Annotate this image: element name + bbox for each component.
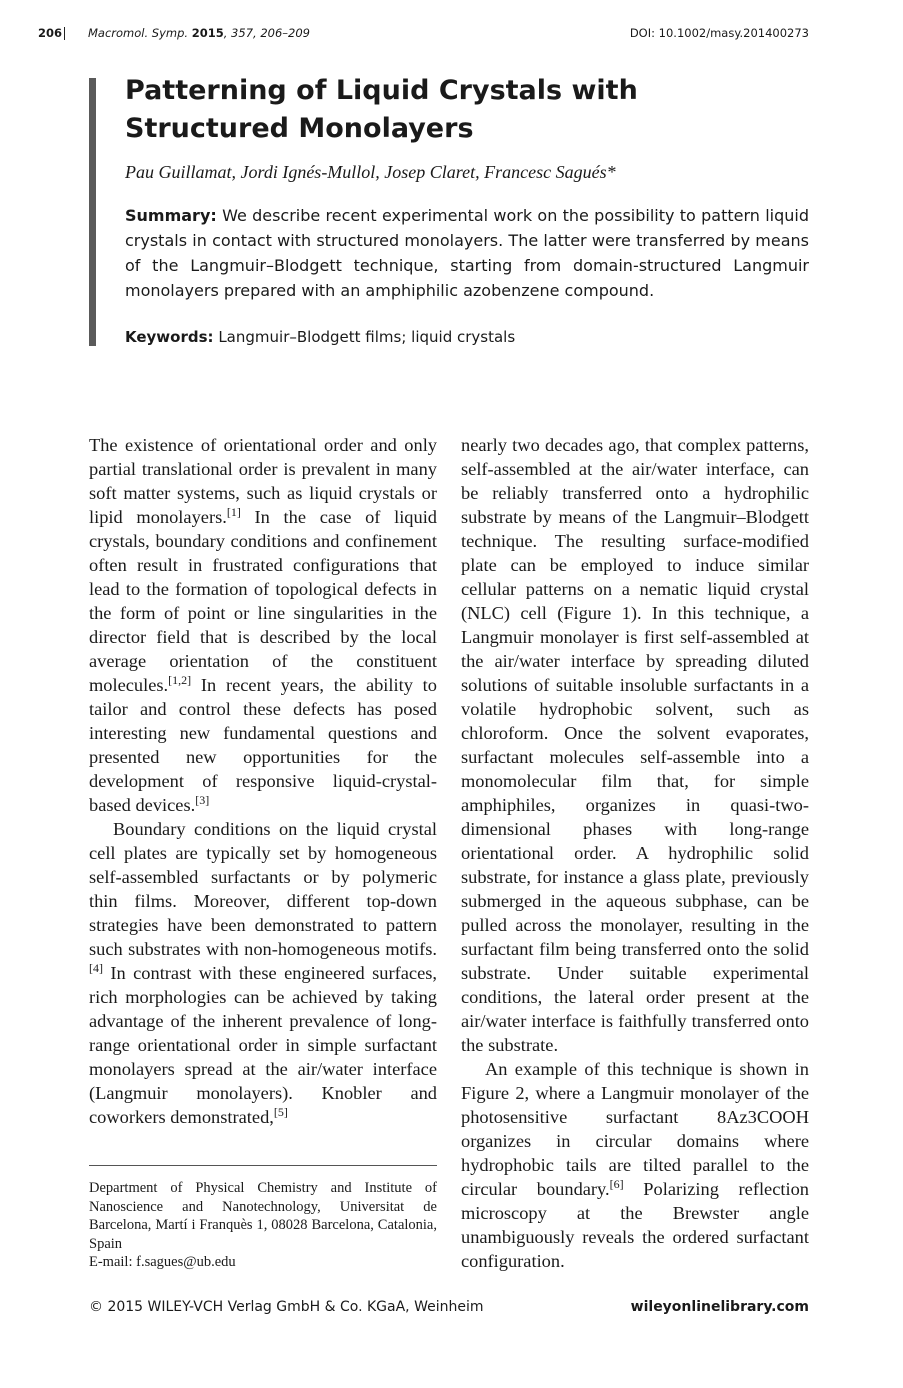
article-title: Patterning of Liquid Crystals with Structured Monolayers xyxy=(125,75,638,144)
body-column-left xyxy=(89,433,437,1129)
reference-marker: [1] xyxy=(226,504,241,519)
summary-text: We describe recent experimental work on the possibility to pattern liquid crystals in contact with structured monolayers. The latter were transferred by means of the Langmuir–Blodgett technique, starting from domain-structured Langmuir monolayers prepared with an amphiphilic azobenzene compound. xyxy=(125,206,809,300)
keywords-block xyxy=(125,328,515,346)
body-paragraph: Boundary conditions on the liquid crystal cell plates are typically set by homogeneous self-assembled surfactants or by polymeric thin films. Moreover, different top-down strategies have been demonstrated to pattern such substrates with non-homogeneous motifs.[4] In contrast with these engineered surfaces, rich morphologies can be achieved by taking advantage of the inherent prevalence of long-range orientational order in simple surfactant monolayers spread at the air/water interface (Langmuir monolayers). Knobler and coworkers demonstrated,[5] xyxy=(89,819,437,1127)
body-paragraph: The existence of orientational order and only partial translational order is prevalent in many soft matter systems, such as liquid crystals or lipid monolayers.[1] In the case of liquid crystals, boundary conditions and confinement often result in frustrated configurations that lead to the formation of topological defects in the form of point or line singularities in the director field that is described by the local average orientation of the constituent molecules.[1,2] In recent years, the ability to tailor and control these defects has posed interesting new fundamental questions and presented new opportunities for the development of responsive liquid-crystal-based devices.[3] xyxy=(89,435,438,815)
reference-marker: [6] xyxy=(609,1176,624,1191)
keywords-text: Langmuir–Blodgett films; liquid crystals xyxy=(218,328,516,346)
author-list: Pau Guillamat, Jordi Ignés-Mullol, Josep Claret, Francesc Sagués* xyxy=(125,162,616,182)
citation-volume-pages: , 357, 206–209 xyxy=(223,26,310,40)
body-paragraph: An example of this technique is shown in Figure 2, where a Langmuir monolayer of the photosensitive surfactant 8Az3COOH organizes in circular domains where hydrophobic tails are tilted parallel to the circular boundary.[6] Polarizing reflection microscopy at the Brewster angle unambiguously reveals the ordered surfactant configuration. xyxy=(461,1059,809,1271)
body-paragraph: nearly two decades ago, that complex patterns, self-assembled at the air/water interface, can be reliably transferred onto a hydrophilic substrate by means of the Langmuir–Blodgett technique. The resulting surface-modified plate can be employed to induce similar cellular patterns on a nematic liquid crystal (NLC) cell (Figure 1). In this technique, a Langmuir monolayer is first self-assembled at the air/water interface by spreading diluted solutions of suitable insoluble surfactants in a volatile hydrophobic solvent, such as chloroform. Once the solvent evaporates, surfactant molecules self-assemble into a monomolecular film that, for simple amphiphiles, organizes in quasi-two-dimensional phases with long-range orientational order. A hydrophilic solid substrate, for instance a glass plate, previously submerged in the aqueous subphase, can be pulled across the monolayer, resulting in the surfactant film being transferred onto the solid substrate. Under suitable experimental conditions, the lateral order present at the air/water interface is faithfully transferred onto the substrate. xyxy=(461,435,809,1055)
header-divider xyxy=(64,27,65,40)
doi: DOI: 10.1002/masy.201400273 xyxy=(629,26,809,40)
journal-citation xyxy=(88,26,310,40)
keywords-label: Keywords: xyxy=(125,328,214,346)
page-number: 206 xyxy=(38,26,63,40)
summary-label: Summary: xyxy=(125,206,217,225)
copyright-notice: © 2015 WILEY-VCH Verlag GmbH & Co. KGaA, Weinheim xyxy=(89,1299,484,1315)
summary-block xyxy=(125,203,809,303)
reference-marker: [4] xyxy=(89,960,103,975)
affiliation-footnote xyxy=(89,1179,437,1272)
reference-marker: [5] xyxy=(273,1104,288,1119)
footnote-divider xyxy=(89,1165,437,1166)
running-header xyxy=(38,26,809,44)
abstract-accent-bar xyxy=(89,78,96,346)
publisher-website-link[interactable]: wileyonlinelibrary.com xyxy=(630,1299,809,1315)
reference-marker: [1,2] xyxy=(168,672,192,687)
contact-email: E-mail: f.sagues@ub.edu xyxy=(89,1254,236,1270)
affiliation-text: Department of Physical Chemistry and Institute of Nanoscience and Nanotechnology, Universitat de Barcelona, Martí i Franquès 1, 08028 Barcelona, Catalonia, Spain xyxy=(89,1180,437,1252)
citation-year: 2015 xyxy=(191,26,224,40)
body-column-right xyxy=(461,433,809,1273)
reference-marker: [3] xyxy=(195,792,210,807)
citation-journal: Macromol. Symp. xyxy=(88,26,189,40)
